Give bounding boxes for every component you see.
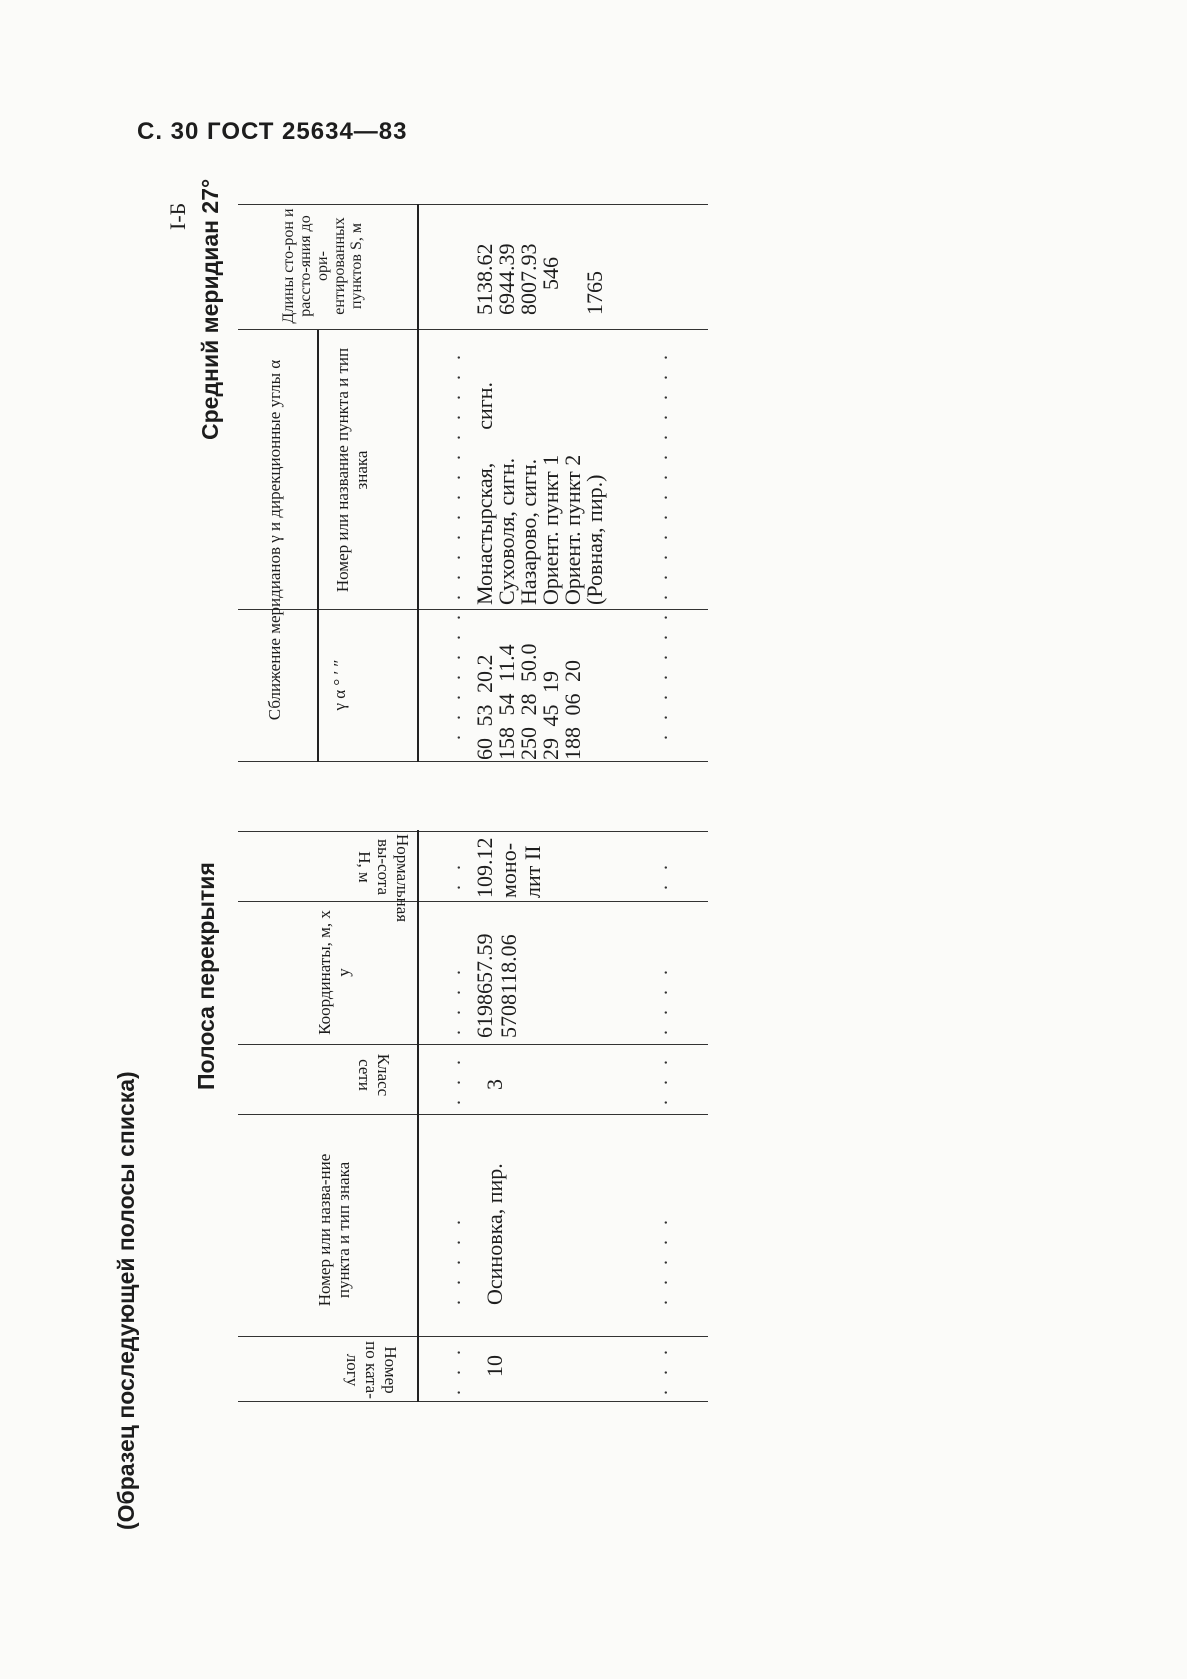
dots-col2: . . . . . [443, 1215, 465, 1305]
col-point-header: Номер или название пункта и тип знака [333, 347, 371, 593]
network-class-cell: 3 [482, 1079, 507, 1090]
point-cell: Ориент. пункт 1 [538, 454, 563, 605]
right-table-group-header: Сближение меридианов γ и дирекционные углы α [265, 359, 284, 721]
left-table-title: Полоса перекрытия [193, 862, 219, 1090]
catalog-number-cell: 10 [482, 1355, 507, 1377]
col-length-header: Длины сто-рон и рассто-яния до ори-ентированных пунктов S, м [280, 208, 365, 324]
normal-height-note-1: моно- [496, 842, 521, 898]
rotated-page-content [105, 178, 765, 1530]
length-cell: 8007.93 [516, 243, 541, 315]
angle-cell: 29 45 19 [538, 671, 563, 760]
right-table-sep-2 [238, 329, 708, 330]
angle-cell: 250 28 50.0 [516, 643, 541, 760]
length-cell: 546 [538, 257, 563, 290]
point-cell: Ориент. пункт 2 [560, 454, 585, 605]
right-table-border-left [238, 761, 708, 762]
dots-right-top: . . . . . . . . . . . . . . . . . . . . [443, 350, 465, 740]
right-table-title: Средний меридиан 27° [197, 178, 223, 440]
page-header: С. 30 ГОСТ 25634—83 [137, 118, 408, 145]
right-table-corner-mark: I-Б [165, 202, 190, 230]
sample-note: (Образец последующей полосы списка) [113, 1071, 139, 1530]
col-point-name-header: Номер или назва-ние пункта и тип знака [315, 1153, 353, 1307]
point-cell: (Ровная, пир.) [582, 474, 607, 605]
left-table-border-right [238, 831, 708, 832]
length-cell: 6944.39 [494, 243, 519, 315]
dots-col1: . . . [443, 1345, 465, 1395]
left-table-sep-3 [238, 1044, 708, 1045]
dots-col4: . . . . [443, 965, 465, 1035]
left-table-sep-2 [238, 1114, 708, 1115]
right-table-sep-1 [238, 609, 708, 610]
left-table-header-line [417, 830, 419, 1402]
dots-right-bottom: . . . . . . . . . . . . . . . . . . . . [650, 350, 672, 740]
left-table-sep-1 [238, 1336, 708, 1337]
angle-cell: 60 53 20.2 [472, 654, 497, 760]
point-cell: Монастырская, сигн. [472, 381, 497, 605]
dots-col3: . . . [443, 1055, 465, 1105]
coordinate-x-cell: 6198657.59 [472, 933, 497, 1038]
right-table-border-right [238, 204, 708, 205]
col-network-class-header: Класс сети [355, 1053, 393, 1097]
right-table-group-header-line [317, 330, 319, 762]
coordinate-y-cell: 5708118.06 [496, 934, 521, 1038]
col-normal-height-header: Нормальная вы-сота H, м [355, 834, 412, 923]
point-name-cell: Осиновка, пир. [482, 1163, 507, 1305]
dots-col1b: . . . [650, 1345, 672, 1395]
col-angles-header: γ α ° ′ ″ [330, 659, 349, 711]
left-table-sep-4 [238, 901, 708, 902]
angle-cell: 158 54 11.4 [494, 644, 519, 760]
dots-col5: . . [443, 860, 465, 890]
dots-col3b: . . . [650, 1055, 672, 1105]
col-catalog-number-header: Номер по ката-логу [343, 1341, 400, 1399]
length-cell: 5138.62 [472, 243, 497, 315]
point-cell: Суховоля, сигн. [494, 457, 519, 605]
length-cell: 1765 [582, 271, 607, 315]
dots-col5b: . . [650, 860, 672, 890]
dots-col4b: . . . . [650, 965, 672, 1035]
angle-cell: 188 06 20 [560, 660, 585, 760]
normal-height-cell: 109.12 [472, 837, 497, 898]
left-table-border-top [238, 1401, 708, 1402]
col-coordinates-header: Координаты, м, x y [315, 910, 353, 1035]
normal-height-note-2: лит II [520, 845, 545, 898]
point-cell: Назарово, сигн. [516, 458, 541, 605]
right-table-header-line [417, 204, 419, 762]
dots-col2b: . . . . . [650, 1215, 672, 1305]
